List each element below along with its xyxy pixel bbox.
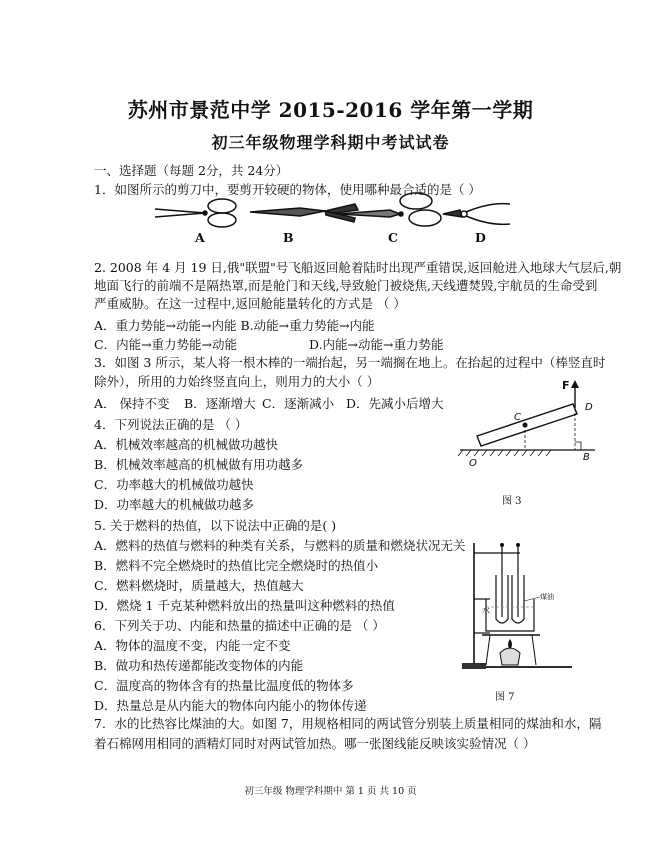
q2-option-a: A．重力势能→动能→内能 B.动能→重力势能→内能	[94, 318, 375, 333]
page-footer: 初三年级 物理学科期中 第 1 页 共 10 页	[244, 786, 417, 797]
q5-option-a: A．燃料的热值与燃料的种类有关系，与燃料的质量和燃烧状况无关	[94, 538, 466, 553]
q2-line3: 严重威胁。在这一过程中,返回舱能量转化的方式是 （ ）	[94, 296, 406, 311]
q1-scissors-figure	[150, 192, 520, 252]
q2-line1: 2. 2008 年 4 月 19 日,俄"联盟"号飞船返回舱着陆时出现严重错误,返回舱进入地球大气层后,朝	[94, 260, 622, 275]
q6-option-b: B．做功和热传递都能改变物体的内能	[94, 658, 304, 673]
q2-option-d: D.内能→动能→重力势能	[309, 337, 444, 352]
q6-option-c: C．温度高的物体含有的热量比温度低的物体多	[94, 678, 354, 693]
q4-option-d: D．功率越大的机械做功越多	[94, 497, 255, 512]
q4-option-a: A．机械效率越高的机械做功越快	[94, 437, 279, 452]
q3-option-a: A． 保持不变	[94, 396, 170, 411]
fig3-label-f: F	[562, 379, 570, 392]
q4-option-b: B．机械效率越高的机械做有用功越多	[94, 457, 304, 472]
fig3-label-b: B	[583, 452, 590, 463]
q6-stem: 6．下列关于功、内能和热量的描述中正确的是 （ ）	[94, 618, 385, 633]
q3-option-c: C．逐渐减小	[262, 396, 335, 411]
q6-option-a: A．物体的温度不变，内能一定不变	[94, 638, 291, 653]
fig3-label-o: O	[469, 458, 477, 469]
q2-line2: 地面飞行的前端不是隔热罩,而是舱门和天线,导致舱门被烧焦,天线遭焚毁,宇航员的生命受到	[94, 278, 598, 293]
page-subtitle: 初三年级物理学科期中考试试卷	[211, 133, 450, 152]
q1-stem: 1．如图所示的剪刀中，要剪开较硬的物体，使用哪种最合适的是（ ）	[94, 182, 481, 197]
q5-option-c: C．燃料燃烧时，质量越大，热值越大	[94, 578, 304, 593]
q1-label-b: B	[283, 230, 294, 245]
q3-option-d: D．先减小后增大	[346, 396, 444, 411]
q4-stem: 4．下列说法正确的是 （ ）	[94, 417, 248, 432]
fig7-label-oil: 煤油	[540, 593, 554, 601]
q3-line2: 除外），所用的力始终竖直向上，则用力的大小（ ）	[94, 374, 380, 389]
q1-label-c: C	[388, 230, 398, 245]
fig7-label-water: 水	[482, 606, 490, 615]
figure-3-lever	[455, 378, 605, 478]
scissors-d-icon	[443, 204, 510, 225]
section-heading: 一、选择题（每题 2分，共 24分）	[94, 163, 289, 178]
fig3-label-c: C	[514, 412, 521, 423]
figure-3-caption: 图 3	[502, 496, 522, 507]
page-title: 苏州市景范中学 2015-2016 学年第一学期	[127, 98, 534, 122]
figure-7-apparatus	[460, 535, 580, 675]
scissors-a-icon	[155, 199, 236, 227]
q3-line1: 3．如图 3 所示，某人将一根木棒的一端抬起，另一端搁在地上。在抬起的过程中（棒竖直时	[94, 355, 606, 370]
q1-label-a: A	[195, 230, 205, 245]
q3-option-b: B．逐渐增大	[184, 396, 256, 411]
q7-line2: 着石棉网用相同的酒精灯同时对两试管加热。哪一张图线能反映该实验情况（ ）	[94, 736, 536, 751]
q5-stem: 5. 关于燃料的热值，以下说法中正确的是( )	[94, 518, 337, 533]
fig3-label-d: D	[585, 402, 593, 413]
figure-7-caption: 图 7	[495, 692, 515, 703]
q4-option-c: C．功率越大的机械做功越快	[94, 477, 254, 492]
q5-option-d: D．燃烧 1 千克某种燃料放出的热量叫这种燃料的热值	[94, 598, 395, 613]
q5-option-b: B．燃料不完全燃烧时的热值比完全燃烧时的热值小	[94, 558, 379, 573]
q1-label-d: D	[475, 230, 486, 245]
q7-line1: 7．水的比热容比煤油的大。如图 7，用规格相同的两试管分别装上质量相同的煤油和水，隔	[94, 716, 602, 731]
q2-option-c: C．内能→重力势能→动能	[94, 337, 238, 352]
q6-option-d: D．热量总是从内能大的物体向内能小的物体传递	[94, 698, 367, 713]
